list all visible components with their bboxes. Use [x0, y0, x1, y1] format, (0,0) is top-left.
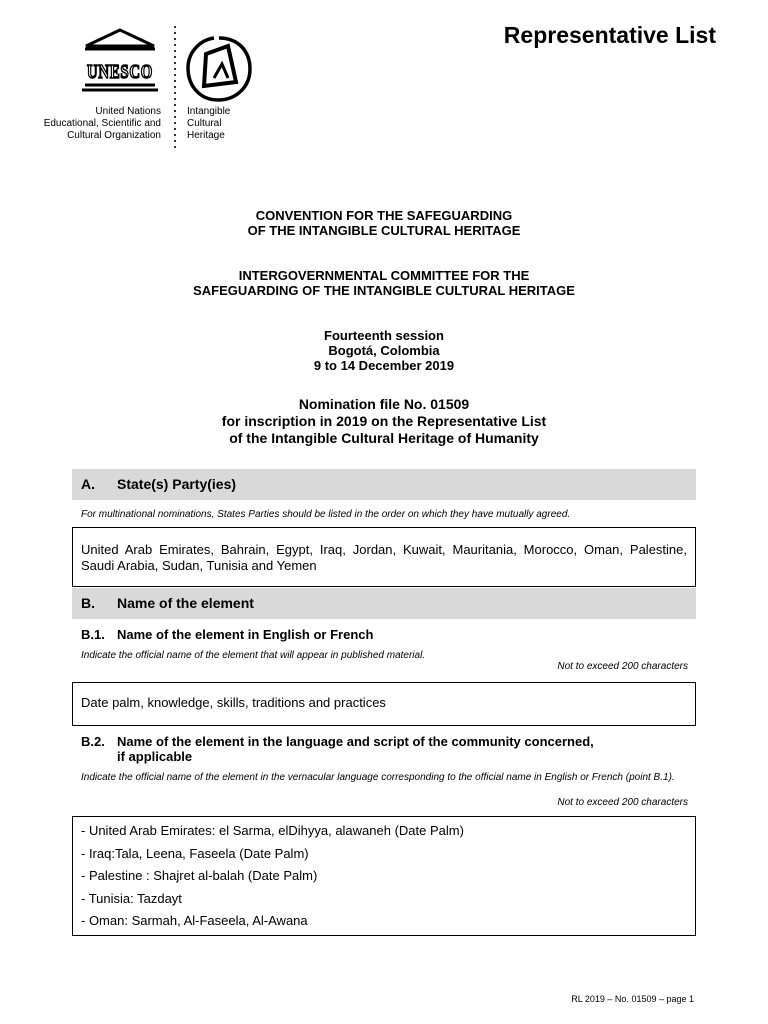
- unesco-org-name: United Nations Educational, Scientific and Cultural Organization: [43, 106, 161, 141]
- section-a-header: [72, 469, 696, 500]
- committee-title: INTERGOVERNMENTAL COMMITTEE FOR THE SAFEGUARDING OF THE INTANGIBLE CULTURAL HERITAGE: [193, 268, 575, 298]
- logo-divider: [174, 24, 176, 152]
- b1-char-limit: Not to exceed 200 characters: [557, 661, 688, 672]
- unesco-temple-logo: [80, 24, 160, 104]
- section-title: State(s) Party(ies): [117, 476, 237, 492]
- vernacular-names-field[interactable]: [72, 816, 696, 936]
- ich-emblem-logo: [184, 34, 254, 104]
- document-type-title: Representative List: [503, 22, 716, 48]
- unesco-wordmark: UNESCO: [87, 61, 153, 83]
- section-b-header: [72, 588, 696, 619]
- b2-note: Indicate the official name of the element in the vernacular language corresponding to the official name in English or French (point B.1).: [81, 772, 675, 783]
- element-name-field[interactable]: Date palm, knowledge, skills, traditions and practices: [72, 682, 696, 726]
- section-a-note: For multinational nominations, States Parties should be listed in the order on which they have mutually agreed.: [81, 509, 571, 520]
- list-item: - Tunisia: Tazdayt: [81, 890, 182, 906]
- list-item: - Iraq:Tala, Leena, Faseela (Date Palm): [81, 845, 309, 861]
- b2-char-limit: Not to exceed 200 characters: [557, 797, 688, 808]
- section-letter: A.: [81, 476, 95, 492]
- b1-note: Indicate the official name of the element that will appear in published material.: [81, 650, 426, 661]
- list-item: - Palestine : Shajret al-balah (Date Palm): [81, 868, 318, 884]
- ich-label: Intangible Cultural Heritage: [187, 106, 231, 141]
- section-title: Name of the element: [117, 595, 254, 611]
- section-letter: B.: [81, 595, 95, 611]
- convention-title: CONVENTION FOR THE SAFEGUARDING OF THE INTANGIBLE CULTURAL HERITAGE: [247, 208, 521, 238]
- session-info: Fourteenth session Bogotá, Colombia 9 to 14 December 2019: [313, 328, 455, 373]
- list-item: - United Arab Emirates: el Sarma, elDihyya, alawaneh (Date Palm): [81, 823, 464, 838]
- states-parties-field[interactable]: United Arab Emirates, Bahrain, Egypt, Iraq, Jordan, Kuwait, Mauritania, Morocco, Oman, Palestine, Saudi Arabia, Sudan, Tunisia and Yemen: [72, 527, 696, 587]
- list-item: - Oman: Sarmah, Al-Faseela, Al-Awana: [81, 913, 308, 929]
- page-footer: RL 2019 – No. 01509 – page 1: [571, 994, 694, 1004]
- nomination-heading: Nomination file No. 01509 for inscription in 2019 on the Representative List of the Intangible Cultural Heritage of Humanity: [221, 396, 547, 446]
